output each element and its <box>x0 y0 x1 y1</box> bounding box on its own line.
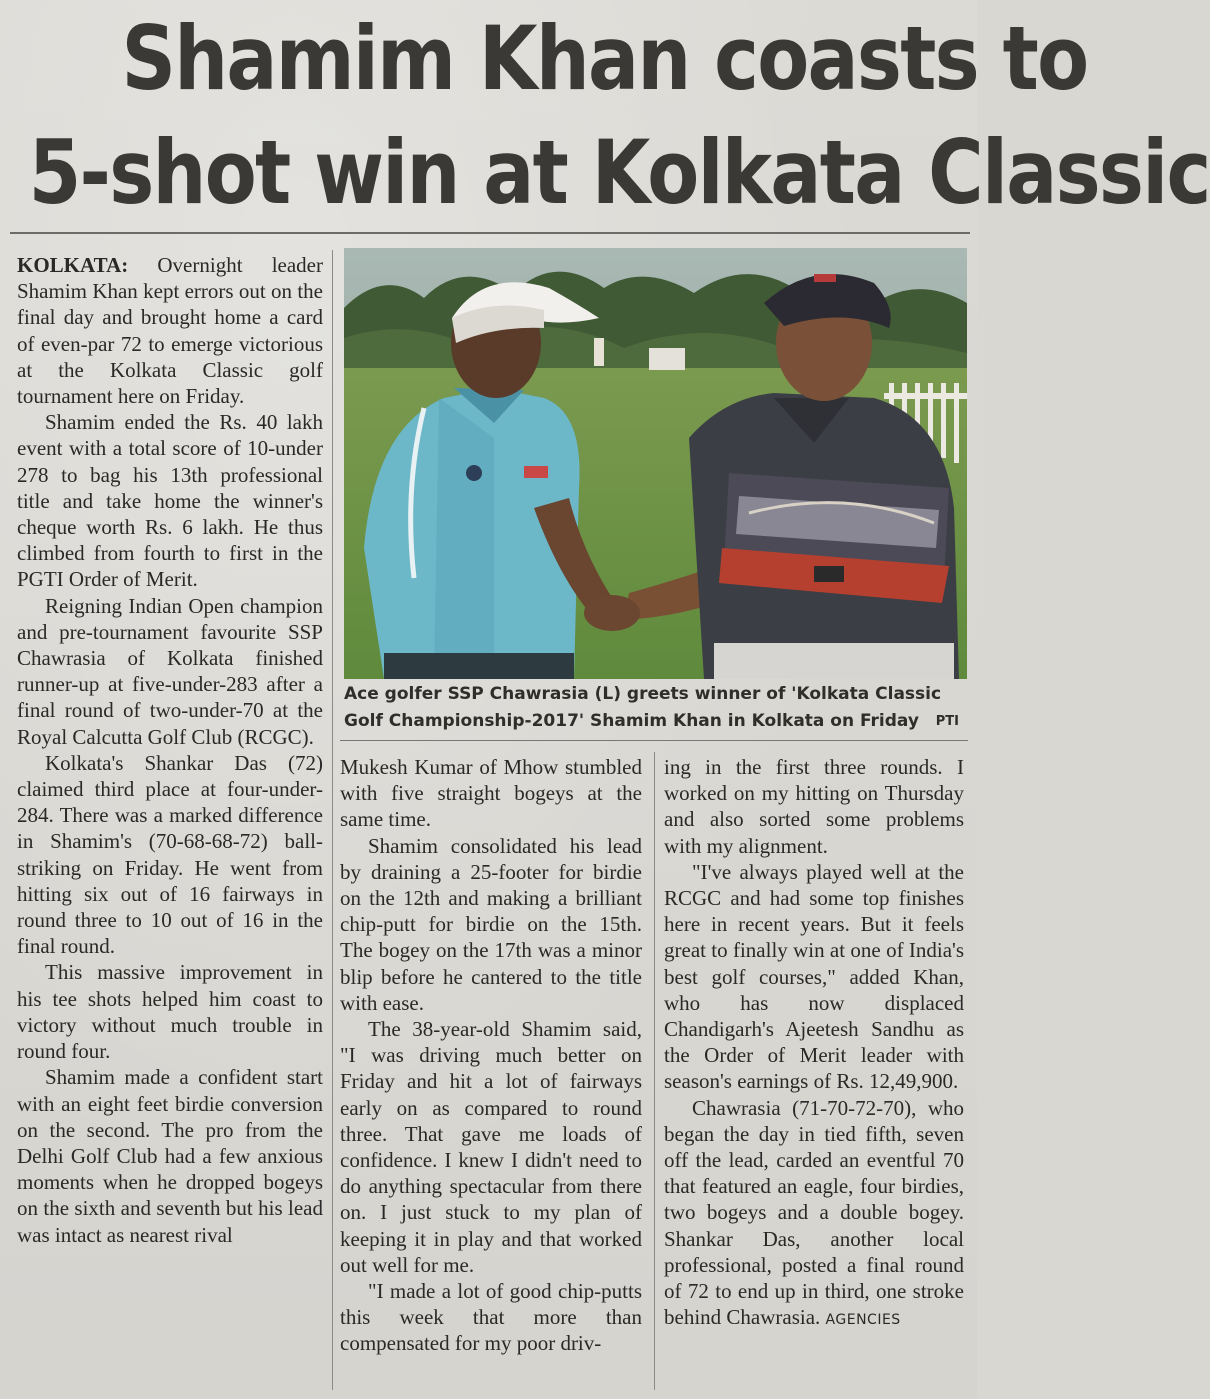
column-divider <box>654 752 655 1390</box>
article-paragraph <box>17 252 323 409</box>
article-paragraph: ing in the first three rounds. I worked on my hitting on Thursday and also sorted some problems with my alignment. <box>664 755 964 858</box>
article-paragraph: "I've always played well at the RCGC and had some top finishes here in recent years. But it feels great to finally win at one of India's best golf courses," added Khan, who has now displaced Chandigarh's Ajeetesh Sandhu as the Order of Merit leader with season's earnings of Rs. 12,49,900. <box>664 859 964 1094</box>
article-paragraph: Reigning Indian Open champion and pre-tournament favourite SSP Chawrasia of Kolkata finished runner-up at five-under-283 after a final round of two-under-70 at the Royal Calcutta Golf Club (RCGC). <box>17 593 323 749</box>
article-paragraph: Shamim consolidated his lead by draining a 25-footer for birdie on the 12th and making a brilliant chip-putt for birdie on the 15th. The bogey on the 17th was a minor blip before he cantered to the title with ease. <box>340 833 642 1015</box>
article-paragraph: "I made a lot of good chip-putts this week that more than compensated for my poor driv- <box>340 1279 642 1356</box>
photo-caption <box>344 681 967 735</box>
caption-text: Ace golfer SSP Chawrasia (L) greets winner of 'Kolkata Classic Golf Championship-2017' Shamim Khan in Kolkata on Friday <box>344 684 942 731</box>
article-paragraph: This massive improvement in his tee shots helped him coast to victory without much trouble in round four. <box>17 960 323 1064</box>
article-paragraph: The 38-year-old Shamim said, "I was driving much better on Friday and hit a lot of fairways early on as compared to round three. That gave me loads of confidence. I knew I didn't need to do anything spectacular from there on. I just stuck to my plan of keeping it in play and that worked out well for me. <box>340 1017 642 1277</box>
column-divider <box>332 250 333 1390</box>
dateline: KOLKATA: <box>17 253 129 277</box>
headline-line-2: 5-shot win at Kolkata Classic <box>28 121 1210 224</box>
article-column-2 <box>340 754 642 1357</box>
news-photo <box>344 248 967 679</box>
article-paragraph <box>664 1095 964 1334</box>
article-paragraph: Kolkata's Shankar Das (72) claimed third place at four-under-284. There was a marked difference in Shamim's (70-68-68-72) ball-striking on Friday. He went from hitting six out of 16 fairways in round three to 10 out of 16 in the final round. <box>17 750 323 959</box>
lead-text: Overnight leader Shamim Khan kept errors out on the final day and brought home a card of even-par 72 to emerge victorious at the Kolkata Classic golf tournament here on Friday. <box>17 253 323 409</box>
headline-line-1: Shamim Khan coasts to <box>121 7 1088 110</box>
caption-rule <box>340 740 968 741</box>
article-paragraph: Shamim made a confident start with an eight feet birdie conversion on the second. The pro from the Delhi Golf Club had a few anxious moments when he dropped bogeys on the sixth and seventh but his lead was intact as nearest rival <box>17 1065 323 1247</box>
agency-credit: AGENCIES <box>825 1312 901 1329</box>
article-column-1 <box>17 252 323 1248</box>
article-column-3 <box>664 754 964 1333</box>
article-paragraph: Shamim ended the Rs. 40 lakh event with a total score of 10-under 278 to bag his 13th professional title and take home the winner's cheque worth Rs. 6 lakh. He thus climbed from fourth to first in the PGTI Order of Merit. <box>17 410 323 592</box>
article-paragraph: Mukesh Kumar of Mhow stumbled with five straight bogeys at the same time. <box>340 755 642 832</box>
photo-credit: PTI <box>935 714 959 729</box>
closing-text: Chawrasia (71-70-72-70), who began the day in tied fifth, seven off the lead, carded an eventful 70 that featured an eagle, four birdies, two bogeys and a double bogey. Shankar Das, another local professional, posted a final round of 72 to end up in third, one stroke behind Chawrasia. <box>664 1095 964 1330</box>
headline-rule <box>10 232 970 234</box>
golfers-handshake-image <box>344 248 967 679</box>
